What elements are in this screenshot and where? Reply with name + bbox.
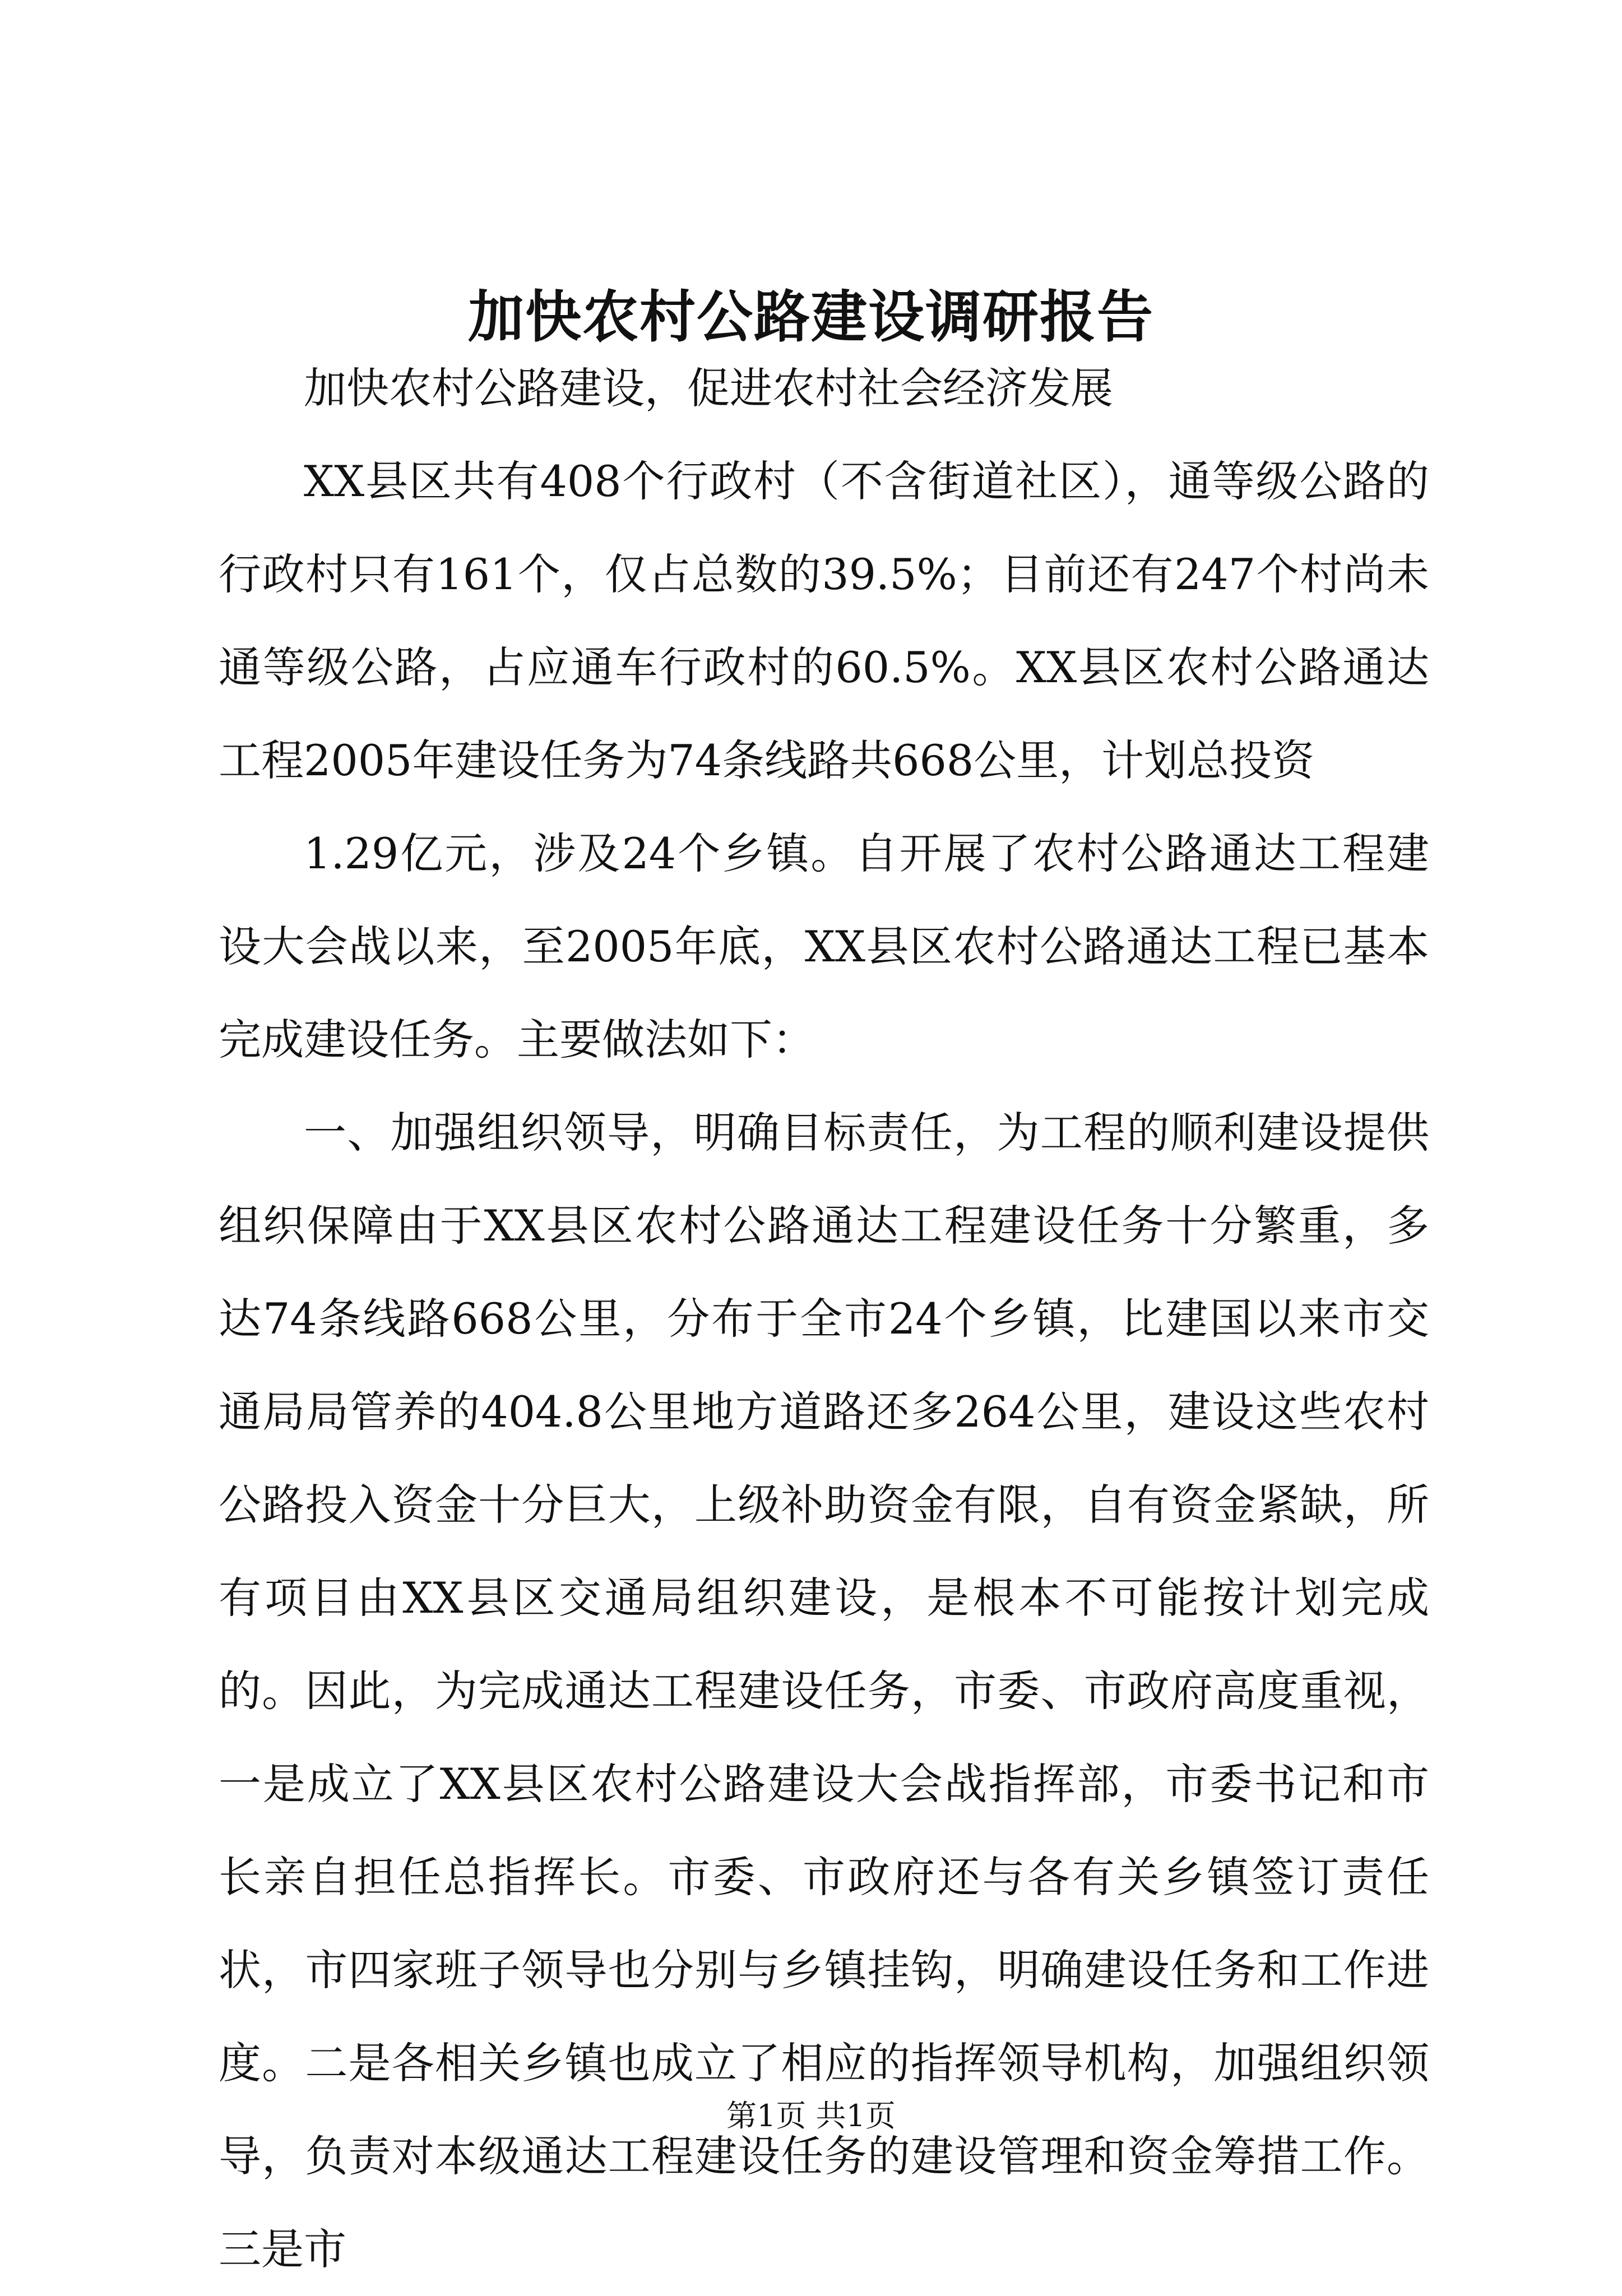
paragraph-subtitle: 加快农村公路建设，促进农村社会经济发展 [304, 363, 1113, 413]
page-footer: 第1页 共1页 [726, 2098, 896, 2133]
paragraph-investment: 1.29亿元，涉及24个乡镇。自开展了农村公路通达工程建设大会战以来，至2005年底，XX县区农村公路通达工程已基本完成建设任务。主要做法如下： [219, 828, 1429, 1064]
document-body [219, 342, 1429, 2296]
document-title: 加快农村公路建设调研报告 [468, 284, 1154, 350]
paragraph-statistics: XX县区共有408个行政村（不含街道社区），通等级公路的行政村只有161个，仅占总数的39.5%；目前还有247个村尚未通等级公路，占应通车行政村的60.5%。XX县区农村公路通达工程2005年建设任务为74条线路共668公里，计划总投资 [219, 456, 1429, 785]
paragraph-organization: 一、加强组织领导，明确目标责任，为工程的顺利建设提供组织保障由于XX县区农村公路通达工程建设任务十分繁重，多达74条线路668公里，分布于全市24个乡镇，比建国以来市交通局局管养的404.8公里地方道路还多264公里，建设这些农村公路投入资金十分巨大，上级补助资金有限，自有资金紧缺，所有项目由XX县区交通局组织建设，是根本不可能按计划完成的。因此，为完成通达工程建设任务，市委、市政府高度重视，一是成立了XX县区农村公路建设大会战指挥部，市委书记和市长亲自担任总指挥长。市委、市政府还与各有关乡镇签订责任状，市四家班子领导也分别与乡镇挂钩，明确建设任务和工作进度。二是各相关乡镇也成立了相应的指挥领导机构，加强组织领导，负责对本级通达工程建设任务的建设管理和资金筹措工作。三是市 [219, 1108, 1429, 2274]
